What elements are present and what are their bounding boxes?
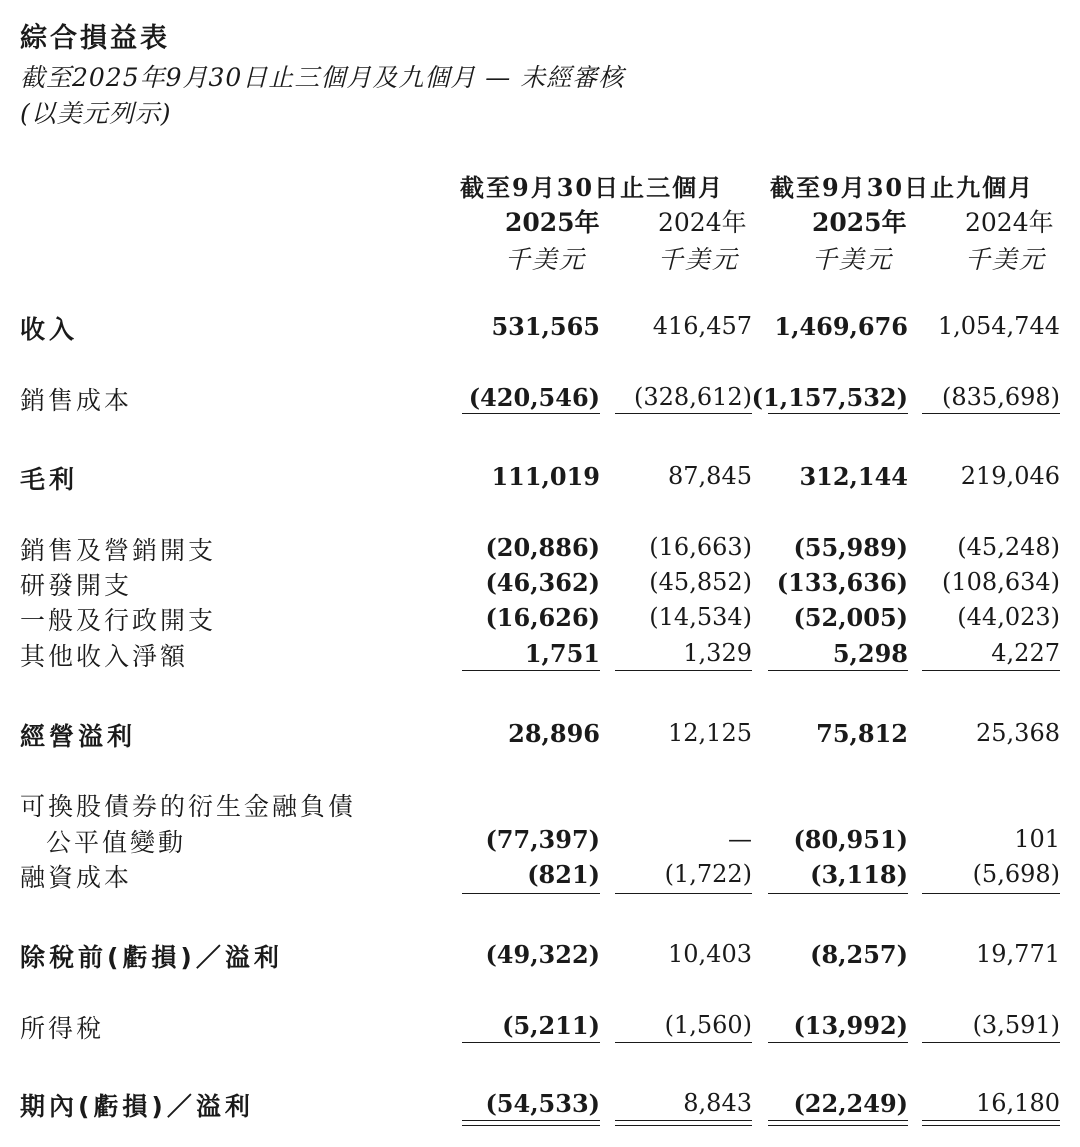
- underline-rule: [768, 670, 908, 671]
- statement-subtitle: 截至2025年9月30日止三個月及九個月 — 未經審核: [20, 63, 625, 92]
- table-cell: 8,843: [683, 1089, 752, 1117]
- row-label-income-tax: 所得稅: [20, 1014, 105, 1043]
- table-cell: (20,886): [485, 533, 600, 562]
- year-header: 2025年: [505, 208, 600, 237]
- underline-rule: [462, 413, 600, 414]
- underline-rule: [615, 893, 752, 894]
- underline-rule: [462, 1120, 600, 1121]
- table-cell: (16,626): [485, 603, 600, 632]
- underline-rule: [768, 893, 908, 894]
- row-label-other-income: 其他收入淨額: [20, 642, 189, 671]
- underline-rule: [615, 1125, 752, 1126]
- table-cell: 531,565: [491, 312, 600, 341]
- underline-rule: [615, 1042, 752, 1043]
- table-cell: 12,125: [668, 719, 752, 747]
- table-cell: (3,118): [810, 860, 908, 889]
- table-cell: (8,257): [810, 940, 908, 969]
- table-cell: 75,812: [816, 719, 908, 748]
- year-header: 2024年: [658, 208, 747, 237]
- table-cell: (44,023): [957, 603, 1060, 631]
- table-cell: 5,298: [832, 639, 908, 668]
- row-label-finance-costs: 融資成本: [20, 863, 133, 892]
- table-cell: (133,636): [776, 568, 908, 597]
- underline-rule: [922, 1125, 1060, 1126]
- row-label-admin-expenses: 一般及行政開支: [20, 606, 217, 635]
- underline-rule: [462, 1042, 600, 1043]
- underline-rule: [922, 670, 1060, 671]
- table-cell: 4,227: [991, 639, 1060, 667]
- currency-header: 千美元: [965, 245, 1047, 274]
- row-label-fair-value-change: 公平值變動: [46, 828, 187, 857]
- table-cell: (49,322): [485, 940, 600, 969]
- table-cell: (45,852): [649, 568, 752, 596]
- table-cell: (46,362): [485, 568, 600, 597]
- underline-rule: [768, 1120, 908, 1121]
- table-cell: (3,591): [972, 1011, 1060, 1039]
- year-header: 2025年: [812, 208, 907, 237]
- year-header: 2024年: [965, 208, 1054, 237]
- table-cell: (328,612): [634, 383, 752, 411]
- table-cell: (835,698): [942, 383, 1060, 411]
- table-cell: 416,457: [652, 312, 752, 340]
- underline-rule: [768, 1042, 908, 1043]
- table-cell: (108,634): [942, 568, 1060, 596]
- row-label-profit-before-tax: 除稅前(虧損)／溢利: [20, 943, 283, 972]
- table-cell: (55,989): [793, 533, 908, 562]
- table-cell: 101: [1014, 825, 1060, 853]
- table-cell: (5,698): [972, 860, 1060, 888]
- underline-rule: [462, 1125, 600, 1126]
- underline-rule: [462, 670, 600, 671]
- row-label-cost-of-sales: 銷售成本: [20, 386, 133, 415]
- table-cell: 111,019: [491, 462, 600, 491]
- period-header-three-months: 截至9月30日止三個月: [460, 173, 725, 202]
- table-cell: 25,368: [976, 719, 1060, 747]
- underline-rule: [615, 413, 752, 414]
- table-cell: (22,249): [793, 1089, 908, 1118]
- table-cell: 1,751: [524, 639, 600, 668]
- table-cell: 1,054,744: [937, 312, 1060, 340]
- table-cell: 19,771: [976, 940, 1060, 968]
- underline-rule: [615, 670, 752, 671]
- table-cell: (54,533): [485, 1089, 600, 1118]
- table-cell: (1,157,532): [751, 383, 908, 412]
- currency-header: 千美元: [505, 245, 587, 274]
- statement-title: 綜合損益表: [20, 23, 170, 54]
- table-cell: (1,560): [664, 1011, 752, 1039]
- table-cell: (1,722): [664, 860, 752, 888]
- table-cell: (80,951): [793, 825, 908, 854]
- underline-rule: [922, 1042, 1060, 1043]
- table-cell: (420,546): [468, 383, 600, 412]
- table-cell: 10,403: [668, 940, 752, 968]
- underline-rule: [462, 893, 600, 894]
- underline-rule: [615, 1120, 752, 1121]
- table-cell: (14,534): [649, 603, 752, 631]
- table-cell: (52,005): [793, 603, 908, 632]
- underline-rule: [922, 893, 1060, 894]
- table-cell: 1,329: [683, 639, 752, 667]
- table-cell: (5,211): [502, 1011, 600, 1040]
- currency-note: (以美元列示): [20, 99, 172, 128]
- table-cell: (16,663): [649, 533, 752, 561]
- table-cell: 219,046: [960, 462, 1060, 490]
- underline-rule: [768, 1125, 908, 1126]
- table-cell: 16,180: [976, 1089, 1060, 1117]
- underline-rule: [768, 413, 908, 414]
- underline-rule: [922, 1120, 1060, 1121]
- table-cell: 312,144: [799, 462, 908, 491]
- table-cell: 28,896: [508, 719, 600, 748]
- table-cell: —: [728, 825, 752, 853]
- period-header-nine-months: 截至9月30日止九個月: [770, 173, 1035, 202]
- row-label-derivative-liabilities: 可換股債券的衍生金融負債: [20, 792, 357, 821]
- currency-header: 千美元: [812, 245, 894, 274]
- table-cell: 1,469,676: [774, 312, 908, 341]
- table-cell: (821): [527, 860, 600, 889]
- currency-header: 千美元: [658, 245, 740, 274]
- row-label-rnd-expenses: 研發開支: [20, 571, 133, 600]
- underline-rule: [922, 413, 1060, 414]
- row-label-selling-expenses: 銷售及營銷開支: [20, 536, 217, 565]
- row-label-gross-profit: 毛利: [20, 465, 79, 494]
- table-cell: (45,248): [957, 533, 1060, 561]
- table-cell: (77,397): [485, 825, 600, 854]
- table-cell: 87,845: [668, 462, 752, 490]
- table-cell: (13,992): [793, 1011, 908, 1040]
- row-label-revenue: 收入: [20, 315, 79, 344]
- row-label-operating-profit: 經營溢利: [20, 722, 137, 751]
- row-label-profit-for-period: 期內(虧損)／溢利: [20, 1092, 254, 1121]
